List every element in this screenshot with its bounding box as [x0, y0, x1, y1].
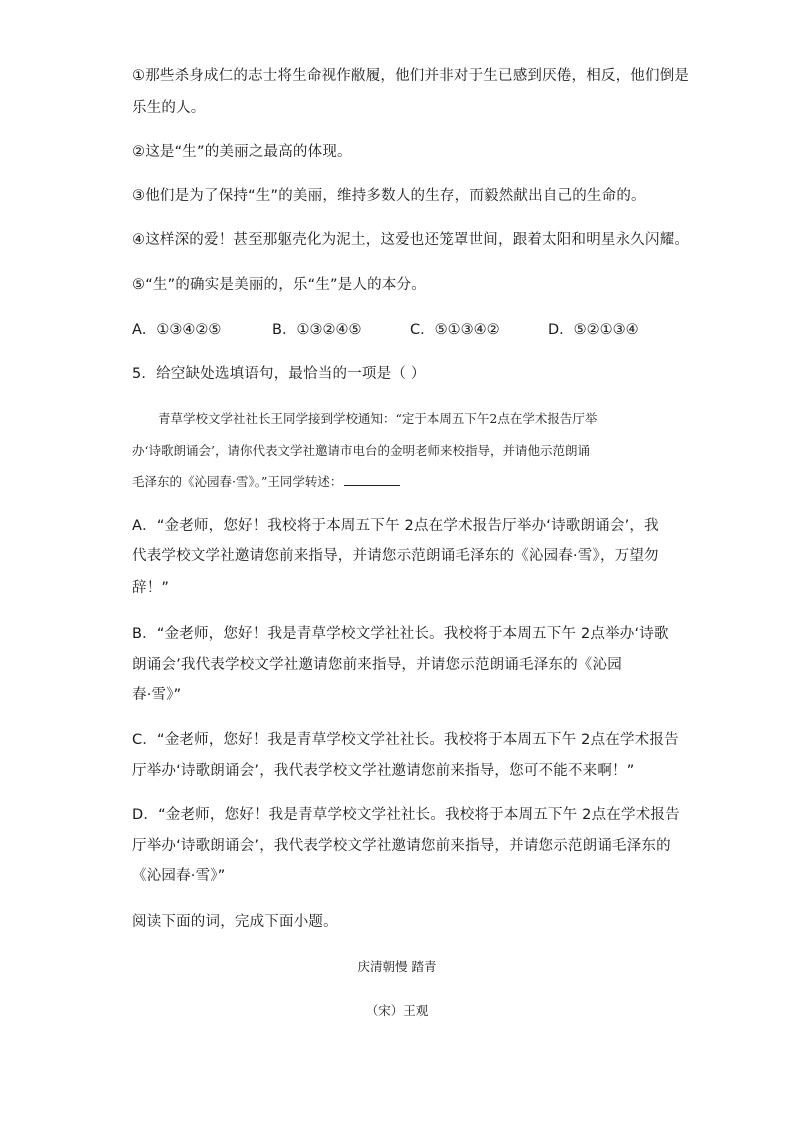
- statement-1-line-2: 乐生的人。: [132, 100, 206, 116]
- q5-option-c-line-1[interactable]: C．“金老师，您好！我是青草学校文学社社长。我校将于本周五下午 2点在学术报告: [132, 732, 679, 748]
- q4-option-d[interactable]: D．⑤②①③④: [548, 322, 639, 338]
- answer-blank: [344, 473, 400, 486]
- q5-stem: 5．给空缺处选填语句，最恰当的一项是（ ）: [132, 366, 426, 382]
- statement-4: ④这样深的爱！甚至那躯壳化为泥土，这爱也还笼罩世间，跟着太阳和明星永久闪耀。: [132, 232, 690, 248]
- statement-5: ⑤“生”的确实是美丽的，乐“生”是人的本分。: [132, 277, 426, 293]
- q5-option-a-line-3[interactable]: 辞！”: [132, 580, 170, 596]
- statement-1-line-1: ①那些杀身成仁的志士将生命视作敝履，他们并非对于生已感到厌倦，相反，他们倒是: [132, 68, 690, 84]
- q5-option-d-line-3[interactable]: 《沁园春·雪》”: [132, 868, 226, 884]
- q5-option-d-line-2[interactable]: 厅举办‘诗歌朗诵会’，我代表学校文学社邀请您前来指导，并请您示范朗诵毛泽东的: [132, 838, 671, 854]
- statement-2: ②这是“生”的美丽之最高的体现。: [132, 144, 352, 160]
- q5-option-c-line-2[interactable]: 厅举办‘诗歌朗诵会’，我代表学校文学社邀请您前来指导，您可不能不来啊！”: [132, 763, 635, 779]
- q4-option-b[interactable]: B．①③②④⑤: [272, 322, 362, 338]
- q5-option-b-line-1[interactable]: B．“金老师，您好！我是青草学校文学社社长。我校将于本周五下午 2点举办‘诗歌: [132, 626, 669, 642]
- poem-author: （宋）王观: [365, 1003, 429, 1018]
- q5-option-b-line-2[interactable]: 朗诵会’我代表学校文学社邀请您前来指导，并请您示范朗诵毛泽东的《沁园: [132, 657, 622, 673]
- q4-option-a[interactable]: A．①③④②⑤: [132, 322, 222, 338]
- q5-material-line-3: [132, 473, 400, 491]
- q5-material-line-1: 青草学校文学社社长王同学接到学校通知：“定于本周五下午2点在学术报告厅举: [158, 411, 598, 426]
- q4-option-c[interactable]: C．⑤①③④②: [410, 322, 500, 338]
- q5-option-a-line-2[interactable]: 代表学校文学社邀请您前来指导，并请您示范朗诵毛泽东的《沁园春·雪》，万望勿: [132, 548, 659, 564]
- q5-material-line-3-text: 毛泽东的《沁园春·雪》。”王同学转述：: [132, 474, 343, 489]
- q5-option-b-line-3[interactable]: 春·雪》”: [132, 687, 182, 703]
- reading-intro: 阅读下面的词，完成下面小题。: [132, 914, 338, 930]
- q5-option-d-line-1[interactable]: D．“金老师，您好！我是青草学校文学社社长。我校将于本周五下午 2点在学术报告: [132, 807, 680, 823]
- poem-title: 庆清朝慢 踏青: [357, 959, 437, 974]
- q5-material-line-2: 办‘诗歌朗诵会’，请你代表文学社邀请市电台的金明老师来校指导，并请他示范朗诵: [132, 443, 590, 458]
- statement-3: ③他们是为了保持“生”的美丽，维持多数人的生存，而毅然献出自己的生命的。: [132, 188, 646, 204]
- q5-option-a-line-1[interactable]: A．“金老师，您好！我校将于本周五下午 2点在学术报告厅举办‘诗歌朗诵会’，我: [132, 518, 659, 534]
